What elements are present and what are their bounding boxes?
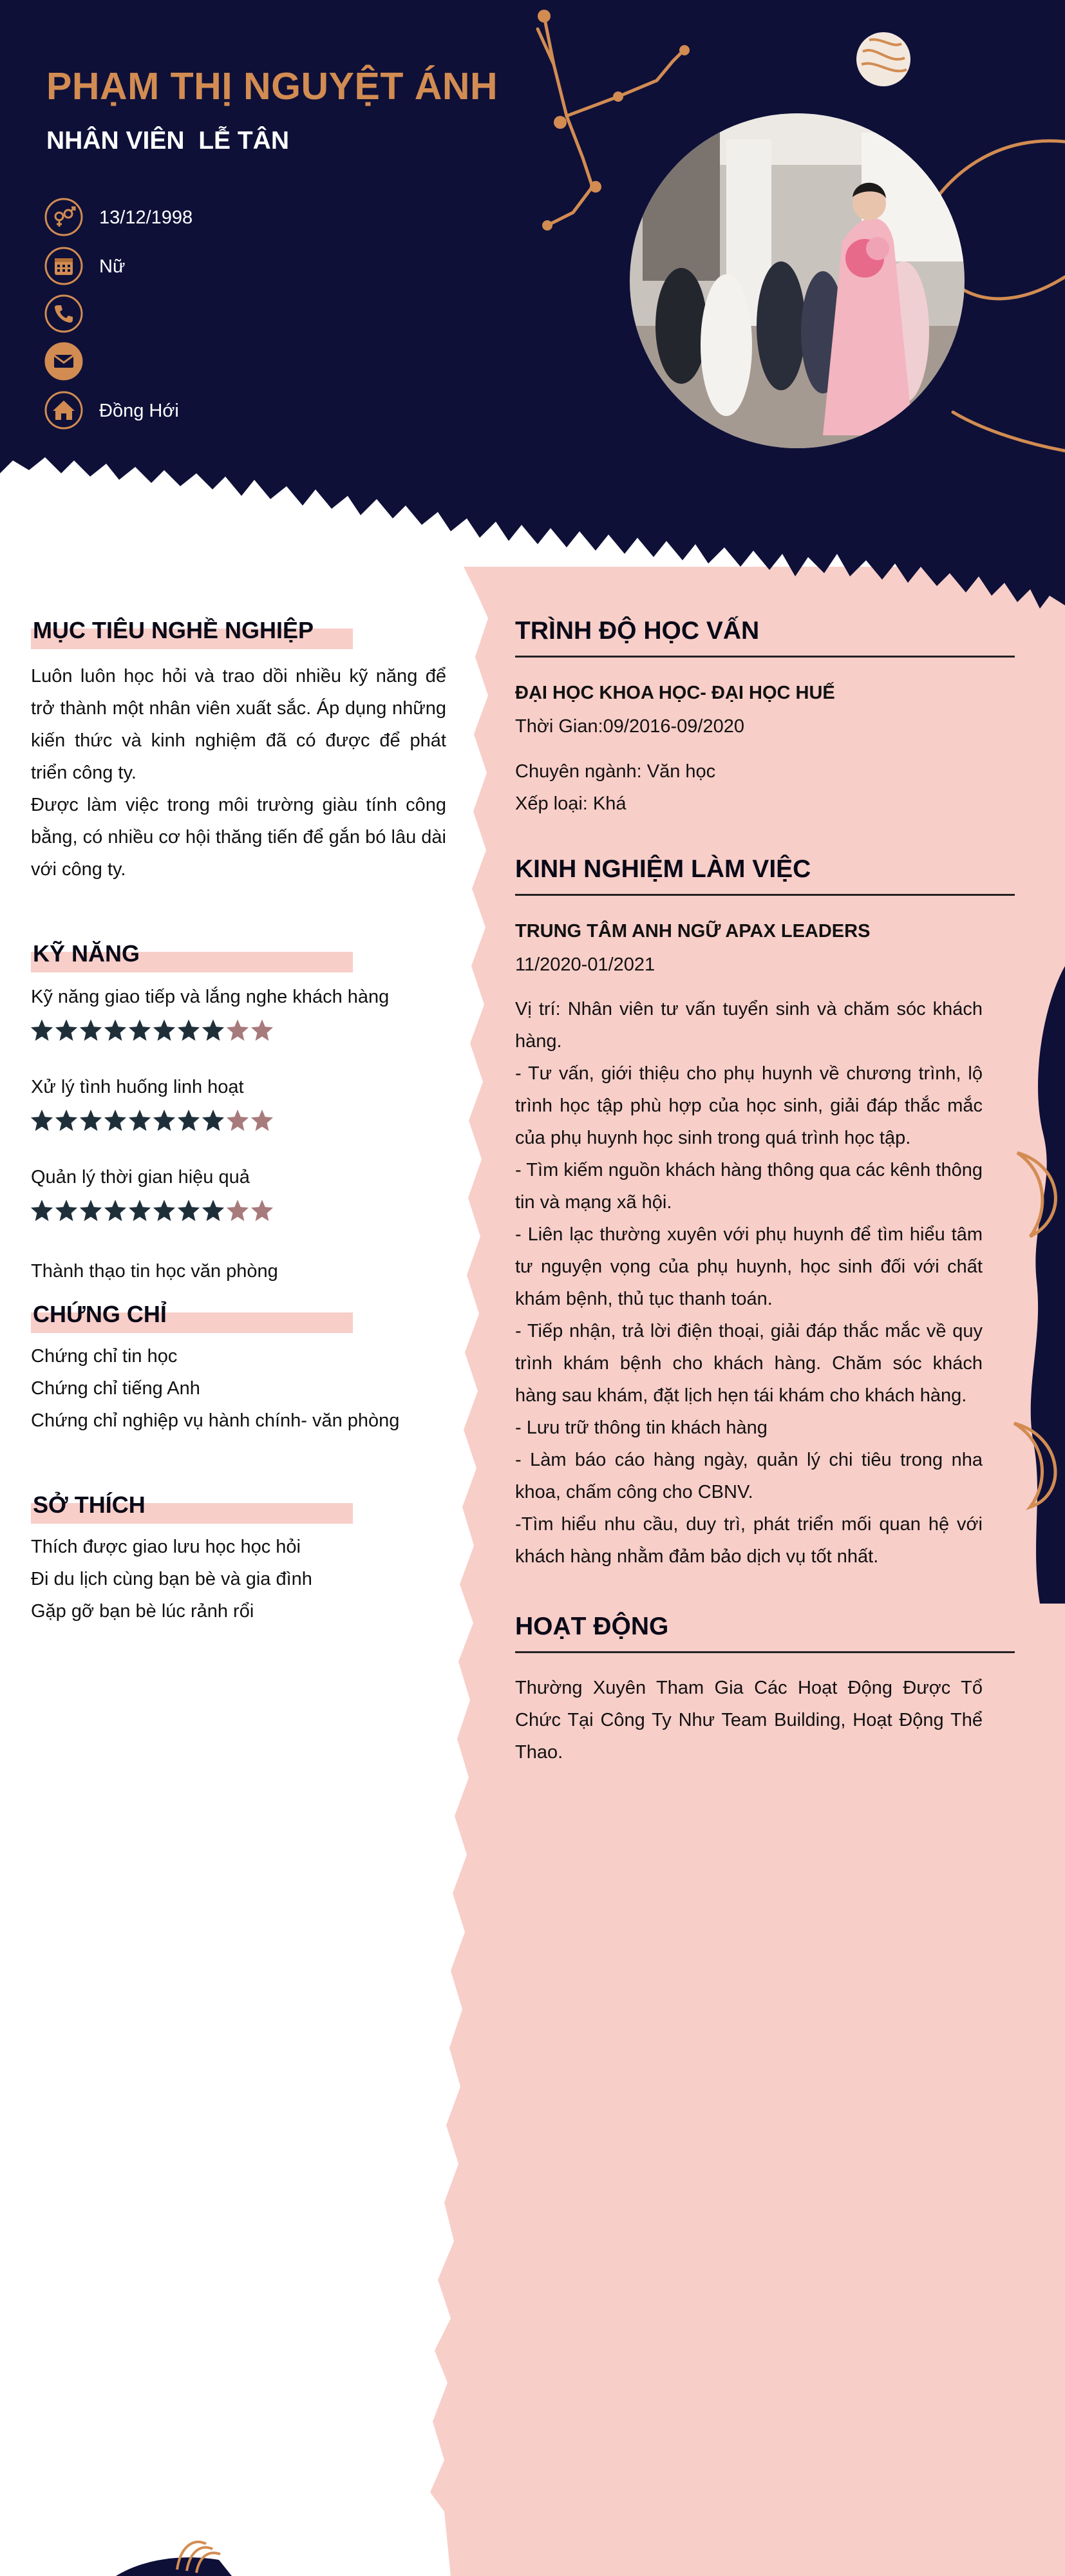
objective-line-1: Luôn luôn học hỏi và trao dồi nhiều kỹ năng để trở thành một nhân viên xuất sắc. Áp dụng những kiến thức và kinh nghiệm đã có được để phát triển công ty. <box>31 666 446 783</box>
star-filled-icon <box>54 1198 79 1224</box>
star-filled-icon <box>103 1198 127 1224</box>
profile-photo <box>630 113 965 448</box>
experience-line-6: - Lưu trữ thông tin khách hàng <box>515 1417 768 1438</box>
info-birthdate <box>44 197 379 238</box>
experience-line-5: - Tiếp nhận, trả lời điện thoại, giải đáp thắc mắc về quy trình khám bệnh cho khách hàng. Chăm sóc khách hàng sau khám, đặt lịch hẹn tái khám cho khách hàng. <box>515 1321 983 1406</box>
star-filled-icon <box>152 1018 176 1043</box>
experience-rule <box>515 894 1015 896</box>
star-filled-icon <box>30 1108 54 1133</box>
mail-icon <box>44 341 84 381</box>
hobby-1: Thích được giao lưu học học hỏi <box>31 1537 301 1557</box>
info-address <box>44 390 379 431</box>
skill-rating-3 <box>30 1198 274 1227</box>
objective-heading: MỤC TIÊU NGHỀ NGHIỆP <box>31 604 353 649</box>
skill-rating-2 <box>30 1108 274 1137</box>
star-filled-icon <box>127 1018 152 1043</box>
experience-line-4: - Liên lạc thường xuyên với phụ huynh để tìm hiểu tâm tư nguyện vọng của phụ huynh, học sinh đối với chất khám bệnh, thủ tục thanh toán. <box>515 1224 983 1309</box>
objective-line-2: Được làm việc trong môi trường giàu tính công bằng, có nhiều cơ hội thăng tiến để gắn bó lâu dài với công ty. <box>31 795 446 880</box>
info-gender <box>44 246 379 287</box>
certificate-3: Chứng chỉ nghiệp vụ hành chính- văn phòng <box>31 1410 400 1431</box>
experience-period: 11/2020-01/2021 <box>515 954 655 975</box>
education-time: Thời Gian:09/2016-09/2020 <box>515 716 744 737</box>
experience-line-1: Vị trí: Nhân viên tư vấn tuyển sinh và chăm sóc khách hàng. <box>515 999 983 1052</box>
certificate-2: Chứng chỉ tiếng Anh <box>31 1378 200 1399</box>
education-school: ĐẠI HỌC KHOA HỌC- ĐẠI HỌC HUẾ <box>515 683 835 703</box>
star-filled-icon <box>127 1108 152 1133</box>
experience-details <box>515 993 983 1573</box>
address-text: Đồng Hới <box>99 401 179 421</box>
star-filled-icon <box>54 1018 79 1043</box>
activities-text: Thường Xuyên Tham Gia Các Hoạt Động Được Tổ Chức Tại Công Ty Như Team Building, Hoạt Động Thể Thao. <box>515 1678 983 1763</box>
planet-decor <box>856 32 910 86</box>
skills-heading: KỸ NĂNG <box>31 927 353 972</box>
education-rule <box>515 656 1015 658</box>
education-heading: TRÌNH ĐỘ HỌC VẤN <box>515 617 1015 658</box>
candidate-name: PHẠM THỊ NGUYỆT ÁNH <box>46 65 498 108</box>
calendar-icon <box>44 246 84 286</box>
star-filled-icon <box>152 1108 176 1133</box>
activities-heading: HOẠT ĐỘNG <box>515 1613 1015 1653</box>
star-filled-icon <box>79 1108 103 1133</box>
star-filled-icon <box>152 1198 176 1224</box>
job-title: NHÂN VIÊN LỄ TÂN <box>46 127 290 155</box>
star-filled-icon <box>201 1108 225 1133</box>
certificates-heading: CHỨNG CHỈ <box>31 1288 353 1333</box>
star-filled-icon <box>127 1198 152 1224</box>
gender-icon <box>44 197 84 237</box>
experience-company: TRUNG TÂM ANH NGỮ APAX LEADERS <box>515 921 871 942</box>
experience-line-2: - Tư vấn, giới thiệu cho phụ huynh về chương trình, lộ trình học tập phù hợp của học sinh, giải đáp thắc mắc của phụ huynh học sinh trong quá trình học tập. <box>515 1063 983 1148</box>
activities-rule <box>515 1651 1015 1653</box>
star-filled-icon <box>176 1108 201 1133</box>
experience-heading: KINH NGHIỆM LÀM VIỆC <box>515 855 1015 896</box>
skill-name-2: Xử lý tình huống linh hoạt <box>31 1077 244 1097</box>
star-filled-icon <box>201 1198 225 1224</box>
star-filled-icon <box>79 1018 103 1043</box>
skill-name-3: Quản lý thời gian hiệu quả <box>31 1167 250 1188</box>
skill-name-1: Kỹ năng giao tiếp và lắng nghe khách hàng <box>31 987 390 1007</box>
star-empty-icon <box>250 1108 274 1133</box>
star-empty-icon <box>225 1018 250 1043</box>
star-empty-icon <box>250 1198 274 1224</box>
star-filled-icon <box>30 1198 54 1224</box>
education-grade: Xếp loại: Khá <box>515 793 627 814</box>
info-email <box>44 341 379 383</box>
experience-line-3: - Tìm kiếm nguồn khách hàng thông qua các kênh thông tin và mạng xã hội. <box>515 1160 983 1213</box>
experience-line-7: - Làm báo cáo hàng ngày, quản lý chi tiêu trong nha khoa, chấm công cho CBNV. <box>515 1450 983 1502</box>
gender-text: Nữ <box>99 256 126 277</box>
star-filled-icon <box>103 1108 127 1133</box>
skill-rating-1 <box>30 1018 274 1047</box>
star-empty-icon <box>225 1198 250 1224</box>
hobbies-heading: SỞ THÍCH <box>31 1479 353 1524</box>
star-filled-icon <box>30 1018 54 1043</box>
star-filled-icon <box>54 1108 79 1133</box>
star-filled-icon <box>176 1018 201 1043</box>
hobby-2: Đi du lịch cùng bạn bè và gia đình <box>31 1569 312 1589</box>
hobby-3: Gặp gỡ bạn bè lúc rảnh rổi <box>31 1601 254 1622</box>
education-major: Chuyên ngành: Văn học <box>515 761 716 782</box>
bottom-shape <box>116 2557 232 2576</box>
star-filled-icon <box>201 1018 225 1043</box>
skill-extra: Thành thạo tin học văn phòng <box>31 1261 278 1282</box>
star-filled-icon <box>103 1018 127 1043</box>
star-empty-icon <box>250 1018 274 1043</box>
star-filled-icon <box>79 1198 103 1224</box>
home-icon <box>44 390 84 430</box>
phone-icon <box>44 294 84 334</box>
certificate-1: Chứng chỉ tin học <box>31 1346 178 1367</box>
birthdate-text: 13/12/1998 <box>99 207 193 228</box>
star-filled-icon <box>176 1198 201 1224</box>
star-empty-icon <box>225 1108 250 1133</box>
info-phone <box>44 294 379 335</box>
experience-line-8: -Tìm hiểu nhu cầu, duy trì, phát triển mối quan hệ với khách hàng nhằm đảm bảo dịch vụ tốt nhất. <box>515 1514 983 1567</box>
